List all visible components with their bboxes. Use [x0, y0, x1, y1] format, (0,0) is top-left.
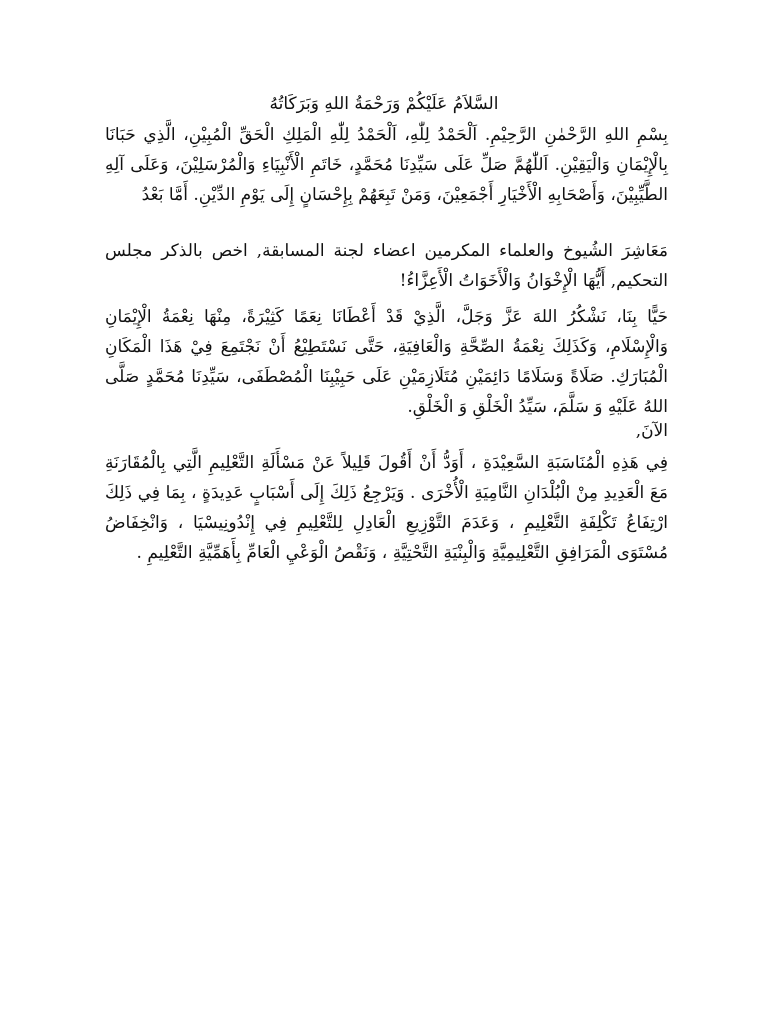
- opening-paragraph: بِسْمِ اللهِ الرَّحْمٰنِ الرَّحِيْمِ. اَلْحَمْدُ لِلّٰهِ، اَلْحَمْدُ لِلّٰهِ الْمَلِكِ الْحَقِّ الْمُبِيْنِ، الَّذِي حَبَانَا بِالْإِيْمَانِ وَالْيَقِيْنِ. اَللّٰهُمَّ صَلِّ عَلَى سَيِّدِنَا مُحَمَّدٍ، خَاتَمِ الْأَنْبِيَاءِ وَالْمُرْسَلِيْنَ، وَعَلَى آلِهِ الطَّيِّبِيْنَ، وَأَصْحَابِهِ الْأَخْيَارِ أَجْمَعِيْنَ، وَمَنْ تَبِعَهُمْ بِإِحْسَانٍ إِلَى يَوْمِ الدِّيْنِ. أَمَّا بَعْدُ: [105, 125, 668, 205]
- address-paragraph: مَعَاشِرَ الشُيوخ والعلماء المكرمين اعضاء لجنة المسابقة, اخص بالذكر مجلس التحكيم, أَيُّهَا الْإِخْوَانُ وَالْأَخَوَاتُ الْأَعِزَّاءُ!: [105, 241, 668, 291]
- education-paragraph: فِي هَذِهِ الْمُنَاسَبَةِ السَّعِيْدَةِ ، أَوَدُّ أَنْ أَقُولَ قَلِيلاً عَنْ مَسْأَلَةِ التَّعْلِيمِ الَّتِي بِالْمُقَارَنَةِ مَعَ الْعَدِيدِ مِنْ الْبُلْدَانِ النَّامِيَةِ الْأُخْرَى . وَيَرْجِعُ ذَلِكَ إِلَى أَسْبَابٍ عَدِيدَةٍ ، بِمَا فِي ذَلِكَ ارْتِفَاعُ تَكْلِفَةِ التَّعْلِيمِ ، وَعَدَمَ التَّوْزِيعِ الْعَادِلِ لِلتَّعْلِيمِ فِي إِنْدُونِيسْيَا ، وَانْخِفَاضُ مُسْتَوَى الْمَرَافِقِ التَّعْلِيمِيَّةِ وَالْبِنْيَةِ التَّحْتِيَّةِ ، وَنَقْصُ الْوَعْيِ الْعَامِّ بِأَهَمِّيَّةِ التَّعْلِيمِ .: [105, 453, 668, 563]
- transition-word: الآنَ,: [635, 421, 668, 441]
- gratitude-paragraph: حَيًّا بِنَا، نَشْكُرُ اللهَ عَزَّ وَجَلَّ، الَّذِيْ قَدْ أَعْطَانَا نِعَمًا كَثِيْرَةً، مِنْهَا نِعْمَةُ الْإِيْمَانِ وَالْإِسْلَامِ، وَكَذَلِكَ نِعْمَةُ الصِّحَّةِ وَالْعَافِيَةِ، حَتَّى نَسْتَطِيْعُ أَنْ نَجْتَمِعَ فِيْ هَذَا الْمَكَانِ الْمُبَارَكِ. صَلَاةً وَسَلَامًا دَائِمَيْنِ مُتَلَازِمَيْنِ عَلَى حَبِيْبِنَا الْمُصْطَفَى، سَيِّدِنَا مُحَمَّدٍ صَلَّى اللهُ عَلَيْهِ وَ سَلَّمَ، سَيِّدُ الْخَلْقِ وَ الْخَلْقِ.: [105, 307, 668, 417]
- greeting-line: السَّلاَمُ عَلَيْكُمْ وَرَحْمَةُ اللهِ وَبَرَكَاتُهُ: [269, 94, 499, 114]
